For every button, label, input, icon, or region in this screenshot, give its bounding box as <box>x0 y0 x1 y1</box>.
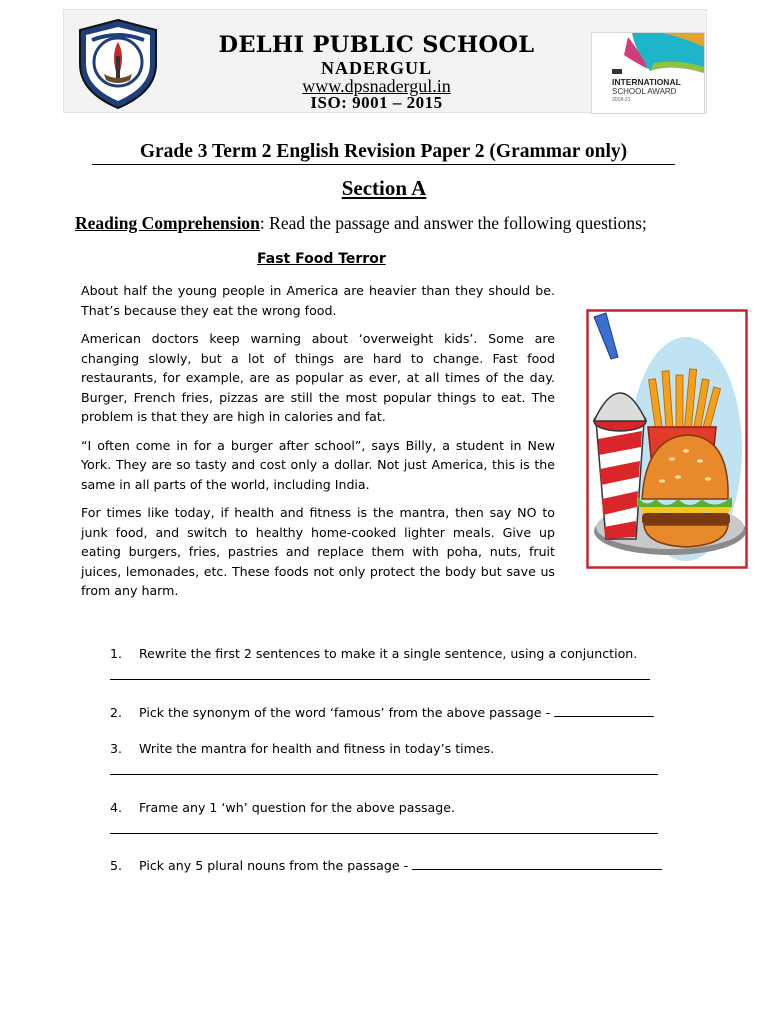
school-website: www.dpsnadergul.in <box>302 76 451 96</box>
award-subtitle: SCHOOL AWARD <box>612 87 677 96</box>
question-number: 1. <box>110 646 123 661</box>
question-number: 2. <box>110 705 123 720</box>
question-text: Frame any 1 ‘wh’ question for the above passage. <box>139 800 456 815</box>
instruction-text: : Read the passage and answer the following questions; <box>259 213 647 233</box>
question-number: 5. <box>110 858 123 873</box>
school-crest-icon <box>70 16 166 112</box>
school-header-banner <box>63 9 707 113</box>
title-underline <box>92 164 675 165</box>
fast-food-icon <box>586 309 748 569</box>
award-title: INTERNATIONAL <box>612 77 681 87</box>
award-badge-icon <box>592 33 704 113</box>
question-1 <box>110 646 670 661</box>
answer-line-4[interactable] <box>110 833 658 834</box>
school-location: NADERGUL <box>320 58 432 78</box>
passage-paragraph: About half the young people in America are heavier than they should be. That’s because they eat the wrong food. <box>81 283 555 318</box>
question-4 <box>110 800 670 815</box>
passage-paragraph: For times like today, if health and fitness is the mantra, then say NO to junk food, and switch to healthy home-cooked lighter meals. Give up eating burgers, fries, pastries and replace them with poha, nuts, fruit juices, lemonades, etc. These foods not only protect the body but save us from any harm. <box>81 505 555 598</box>
international-school-award-badge <box>591 32 705 114</box>
section-title: Section A <box>341 176 427 200</box>
answer-blank-2[interactable] <box>554 704 654 717</box>
school-name: DELHI PUBLIC SCHOOL <box>218 32 535 58</box>
passage-title: Fast Food Terror <box>257 251 386 267</box>
answer-line-3[interactable] <box>110 774 658 775</box>
question-number: 3. <box>110 741 123 756</box>
question-text: Pick any 5 plural nouns from the passage - <box>139 858 413 873</box>
award-years: 2018-21 <box>612 97 631 103</box>
question-3 <box>110 741 670 756</box>
question-text: Rewrite the first 2 sentences to make it a single sentence, using a conjunction. <box>139 646 638 661</box>
paper-title: Grade 3 Term 2 English Revision Paper 2 (Grammar only) <box>139 141 628 162</box>
instruction-label: Reading Comprehension <box>75 213 260 233</box>
answer-blank-5[interactable] <box>412 857 662 870</box>
question-text: Pick the synonym of the word ‘famous’ from the above passage - <box>139 705 555 720</box>
passage-body <box>81 281 555 610</box>
instruction-line <box>75 213 735 234</box>
question-number: 4. <box>110 800 123 815</box>
answer-line-1[interactable] <box>110 679 650 680</box>
passage-paragraph: “I often come in for a burger after school”, says Billy, a student in New York. They are so tasty and cost only a dollar. Not just America, this is the same in all parts of the world, including India. <box>81 437 555 492</box>
question-2 <box>110 704 670 720</box>
passage-paragraph: American doctors keep warning about ‘overweight kids’. Some are changing slowly, but a lot of things are hard to change. Fast food restaurants, for example, are as popular as ever, at all times of the day. Burger, French fries, pizzas are still the most popular things to eat. The problem is that they are high in calories and fat. <box>81 331 555 424</box>
iso-certification: ISO: 9001 – 2015 <box>310 93 443 112</box>
question-text: Write the mantra for health and fitness in today’s times. <box>139 741 495 756</box>
question-5 <box>110 857 670 873</box>
